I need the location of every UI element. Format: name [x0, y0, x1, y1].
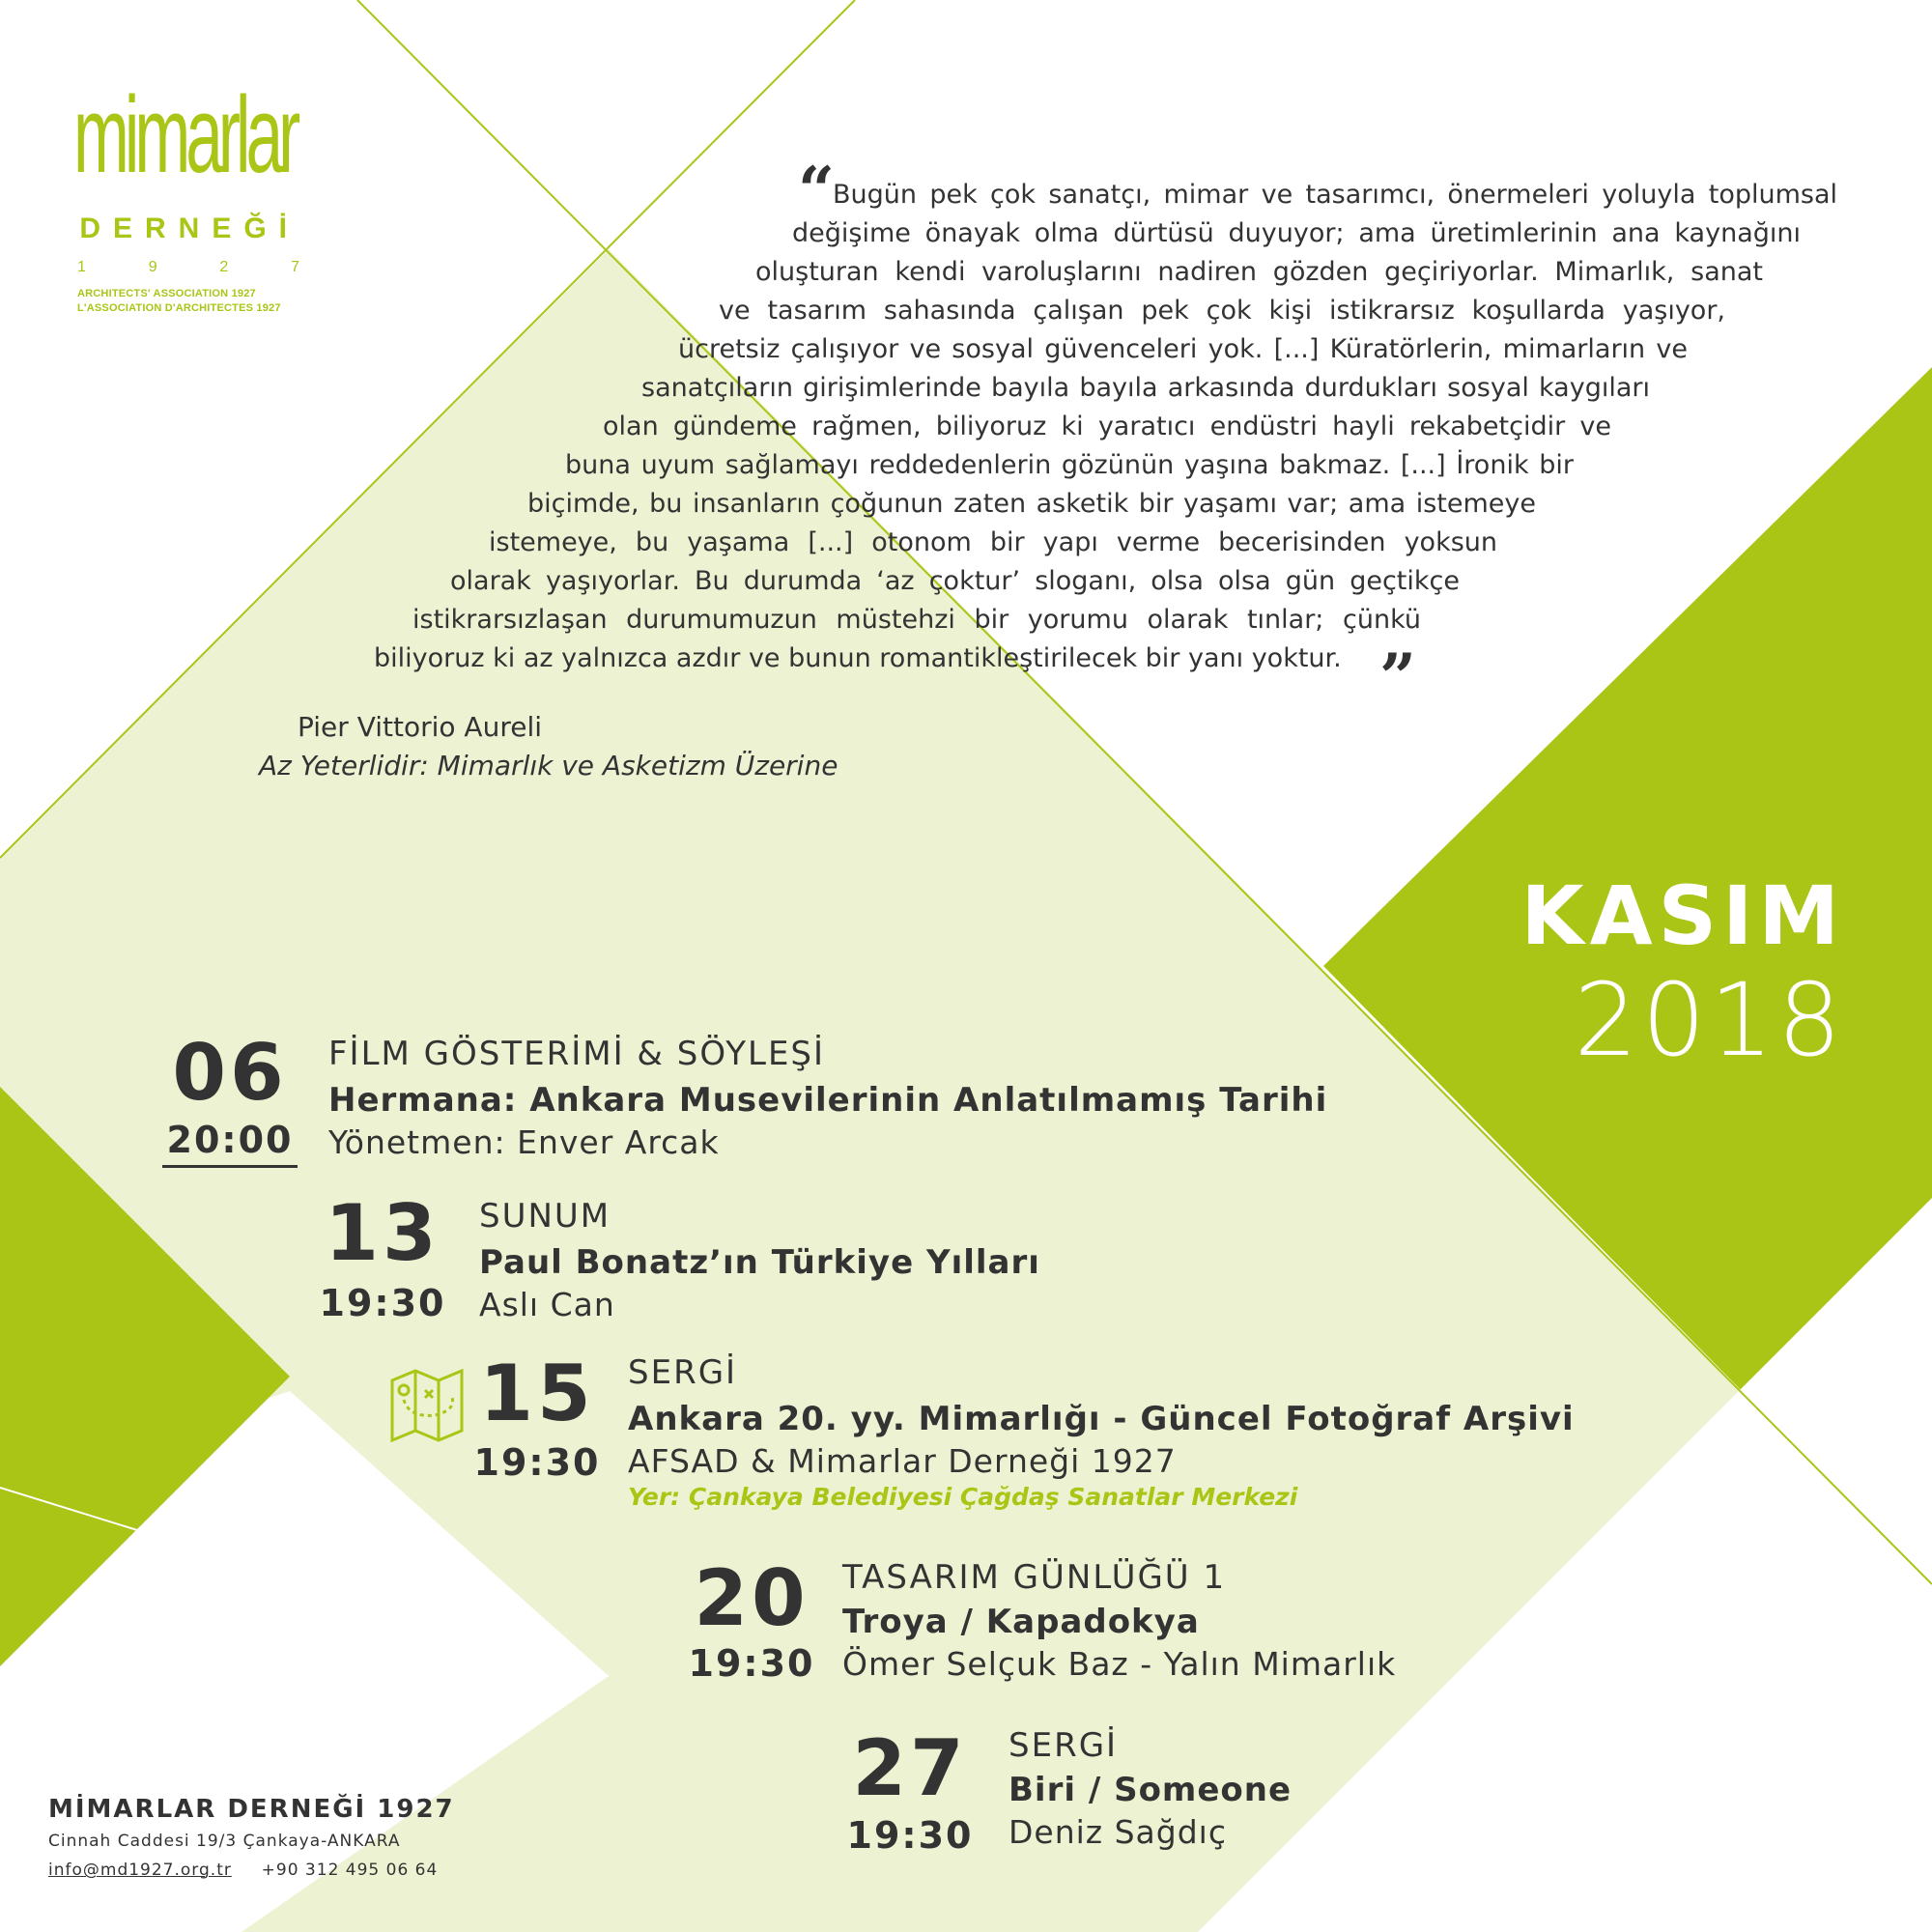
event-speaker: Ömer Selçuk Baz - Yalın Mimarlık	[842, 1645, 1397, 1683]
event-time: 20:00	[162, 1119, 298, 1168]
event-time: 19:30	[319, 1282, 446, 1324]
event-title: Troya / Kapadokya	[842, 1603, 1200, 1641]
footer	[48, 1792, 455, 1885]
quote-line: biliyoruz ki az yalnızca azdır ve bunun romantikleştirilecek bir yanı yoktur.	[374, 643, 1342, 673]
month-heading	[1521, 869, 1845, 1078]
event-type: SERGİ	[628, 1353, 738, 1392]
event-day: 27	[852, 1723, 968, 1813]
event-time: 19:30	[846, 1814, 974, 1857]
quote-line: istikrarsızlaşan durumumuzun müstehzi bir yorumu olarak tınlar; çünkü	[412, 605, 1421, 635]
event-time: 19:30	[688, 1642, 815, 1685]
logo-year-digit: 1	[77, 259, 86, 275]
logo-assoc-fr: L'ASSOCIATION D'ARCHITECTES 1927	[77, 302, 281, 314]
event-day: 20	[694, 1553, 810, 1643]
event-speaker: AFSAD & Mimarlar Derneği 1927	[628, 1442, 1177, 1480]
event-type: TASARIM GÜNLÜĞÜ 1	[842, 1558, 1227, 1597]
logo-year-digit: 2	[219, 259, 229, 275]
footer-address: Cinnah Caddesi 19/3 Çankaya-ANKARA	[48, 1832, 401, 1851]
quote-close-mark: ”	[1379, 639, 1416, 715]
event-title: Biri / Someone	[1009, 1771, 1293, 1809]
map-icon	[388, 1367, 466, 1444]
event-title: Hermana: Ankara Musevilerinin Anlatılmamış Tarihi	[328, 1081, 1328, 1120]
event-speaker: Yönetmen: Enver Arcak	[328, 1123, 720, 1161]
quote-line: biçimde, bu insanların çoğunun zaten asketik bir yaşamı var; ama istemeye	[527, 489, 1536, 519]
logo-assoc-en: ARCHITECTS' ASSOCIATION 1927	[77, 288, 256, 299]
quote-line: Bugün pek çok sanatçı, mimar ve tasarımcı, önermeleri yoluyla toplumsal	[833, 180, 1837, 210]
month-name: KASIM	[1520, 868, 1845, 963]
quote-line: istemeye, bu yaşama [...] otonom bir yapı verme becerisinden yoksun	[489, 527, 1497, 557]
quote-source: Az Yeterlidir: Mimarlık ve Asketizm Üzerine	[259, 750, 838, 781]
quote-line: ve tasarım sahasında çalışan pek çok kişi istikrarsız koşullarda yaşıyor,	[719, 296, 1725, 326]
quote-line: buna uyum sağlamayı reddedenlerin gözünün yaşına bakmaz. [...] İronik bir	[565, 450, 1574, 480]
logo-year-digit: 9	[148, 259, 157, 275]
event-time: 19:30	[473, 1441, 601, 1484]
quote-line: olan gündeme rağmen, biliyoruz ki yaratıcı endüstri hayli rekabetçidir ve	[603, 412, 1611, 441]
event-day: 15	[479, 1349, 595, 1438]
logo-year	[77, 259, 299, 276]
event-day: 06	[172, 1028, 288, 1118]
quote-open-mark: “	[798, 153, 835, 228]
event-title: Ankara 20. yy. Mimarlığı - Güncel Fotoğraf Arşivi	[628, 1400, 1575, 1438]
event-type: SERGİ	[1009, 1726, 1119, 1765]
logo-year-digit: 7	[291, 259, 299, 275]
quote-line: oluşturan kendi varoluşlarını nadiren gözden geçiriyorlar. Mimarlık, sanat	[755, 257, 1763, 287]
event-day: 13	[325, 1188, 440, 1278]
logo	[73, 68, 305, 314]
logo-subtitle: DERNEĞİ	[79, 213, 299, 244]
event-speaker: Deniz Sağdıç	[1009, 1813, 1227, 1851]
footer-org-name: MİMARLAR DERNEĞİ 1927	[48, 1795, 455, 1824]
quote-author: Pier Vittorio Aureli	[298, 711, 542, 743]
quote-line: sanatçıların girişimlerinde bayıla bayıla arkasında durdukları sosyal kaygıları	[641, 373, 1650, 403]
footer-contact	[48, 1856, 455, 1885]
footer-email-link[interactable]: info@md1927.org.tr	[48, 1861, 232, 1880]
event-title: Paul Bonatz’ın Türkiye Yılları	[479, 1243, 1040, 1282]
logo-wordmark: mimarlar	[73, 74, 297, 195]
month-year: 2018	[1574, 961, 1845, 1079]
event-speaker: Aslı Can	[479, 1286, 615, 1323]
quote-line: olarak yaşıyorlar. Bu durumda ‘az çoktur’ sloganı, olsa olsa gün geçtikçe	[450, 566, 1460, 596]
footer-phone: +90 312 495 06 64	[261, 1861, 439, 1880]
event-type: SUNUM	[479, 1197, 611, 1236]
quote-line: ücretsiz çalışıyor ve sosyal güvenceleri yok. [...] Küratörlerin, mimarların ve	[678, 334, 1688, 364]
quote-line: değişime önayak olma dürtüsü duyuyor; ama üretimlerinin ana kaynağını	[792, 218, 1801, 248]
event-type: FİLM GÖSTERİMİ & SÖYLEŞİ	[328, 1035, 826, 1073]
event-venue: Yer: Çankaya Belediyesi Çağdaş Sanatlar Merkezi	[628, 1483, 1298, 1511]
